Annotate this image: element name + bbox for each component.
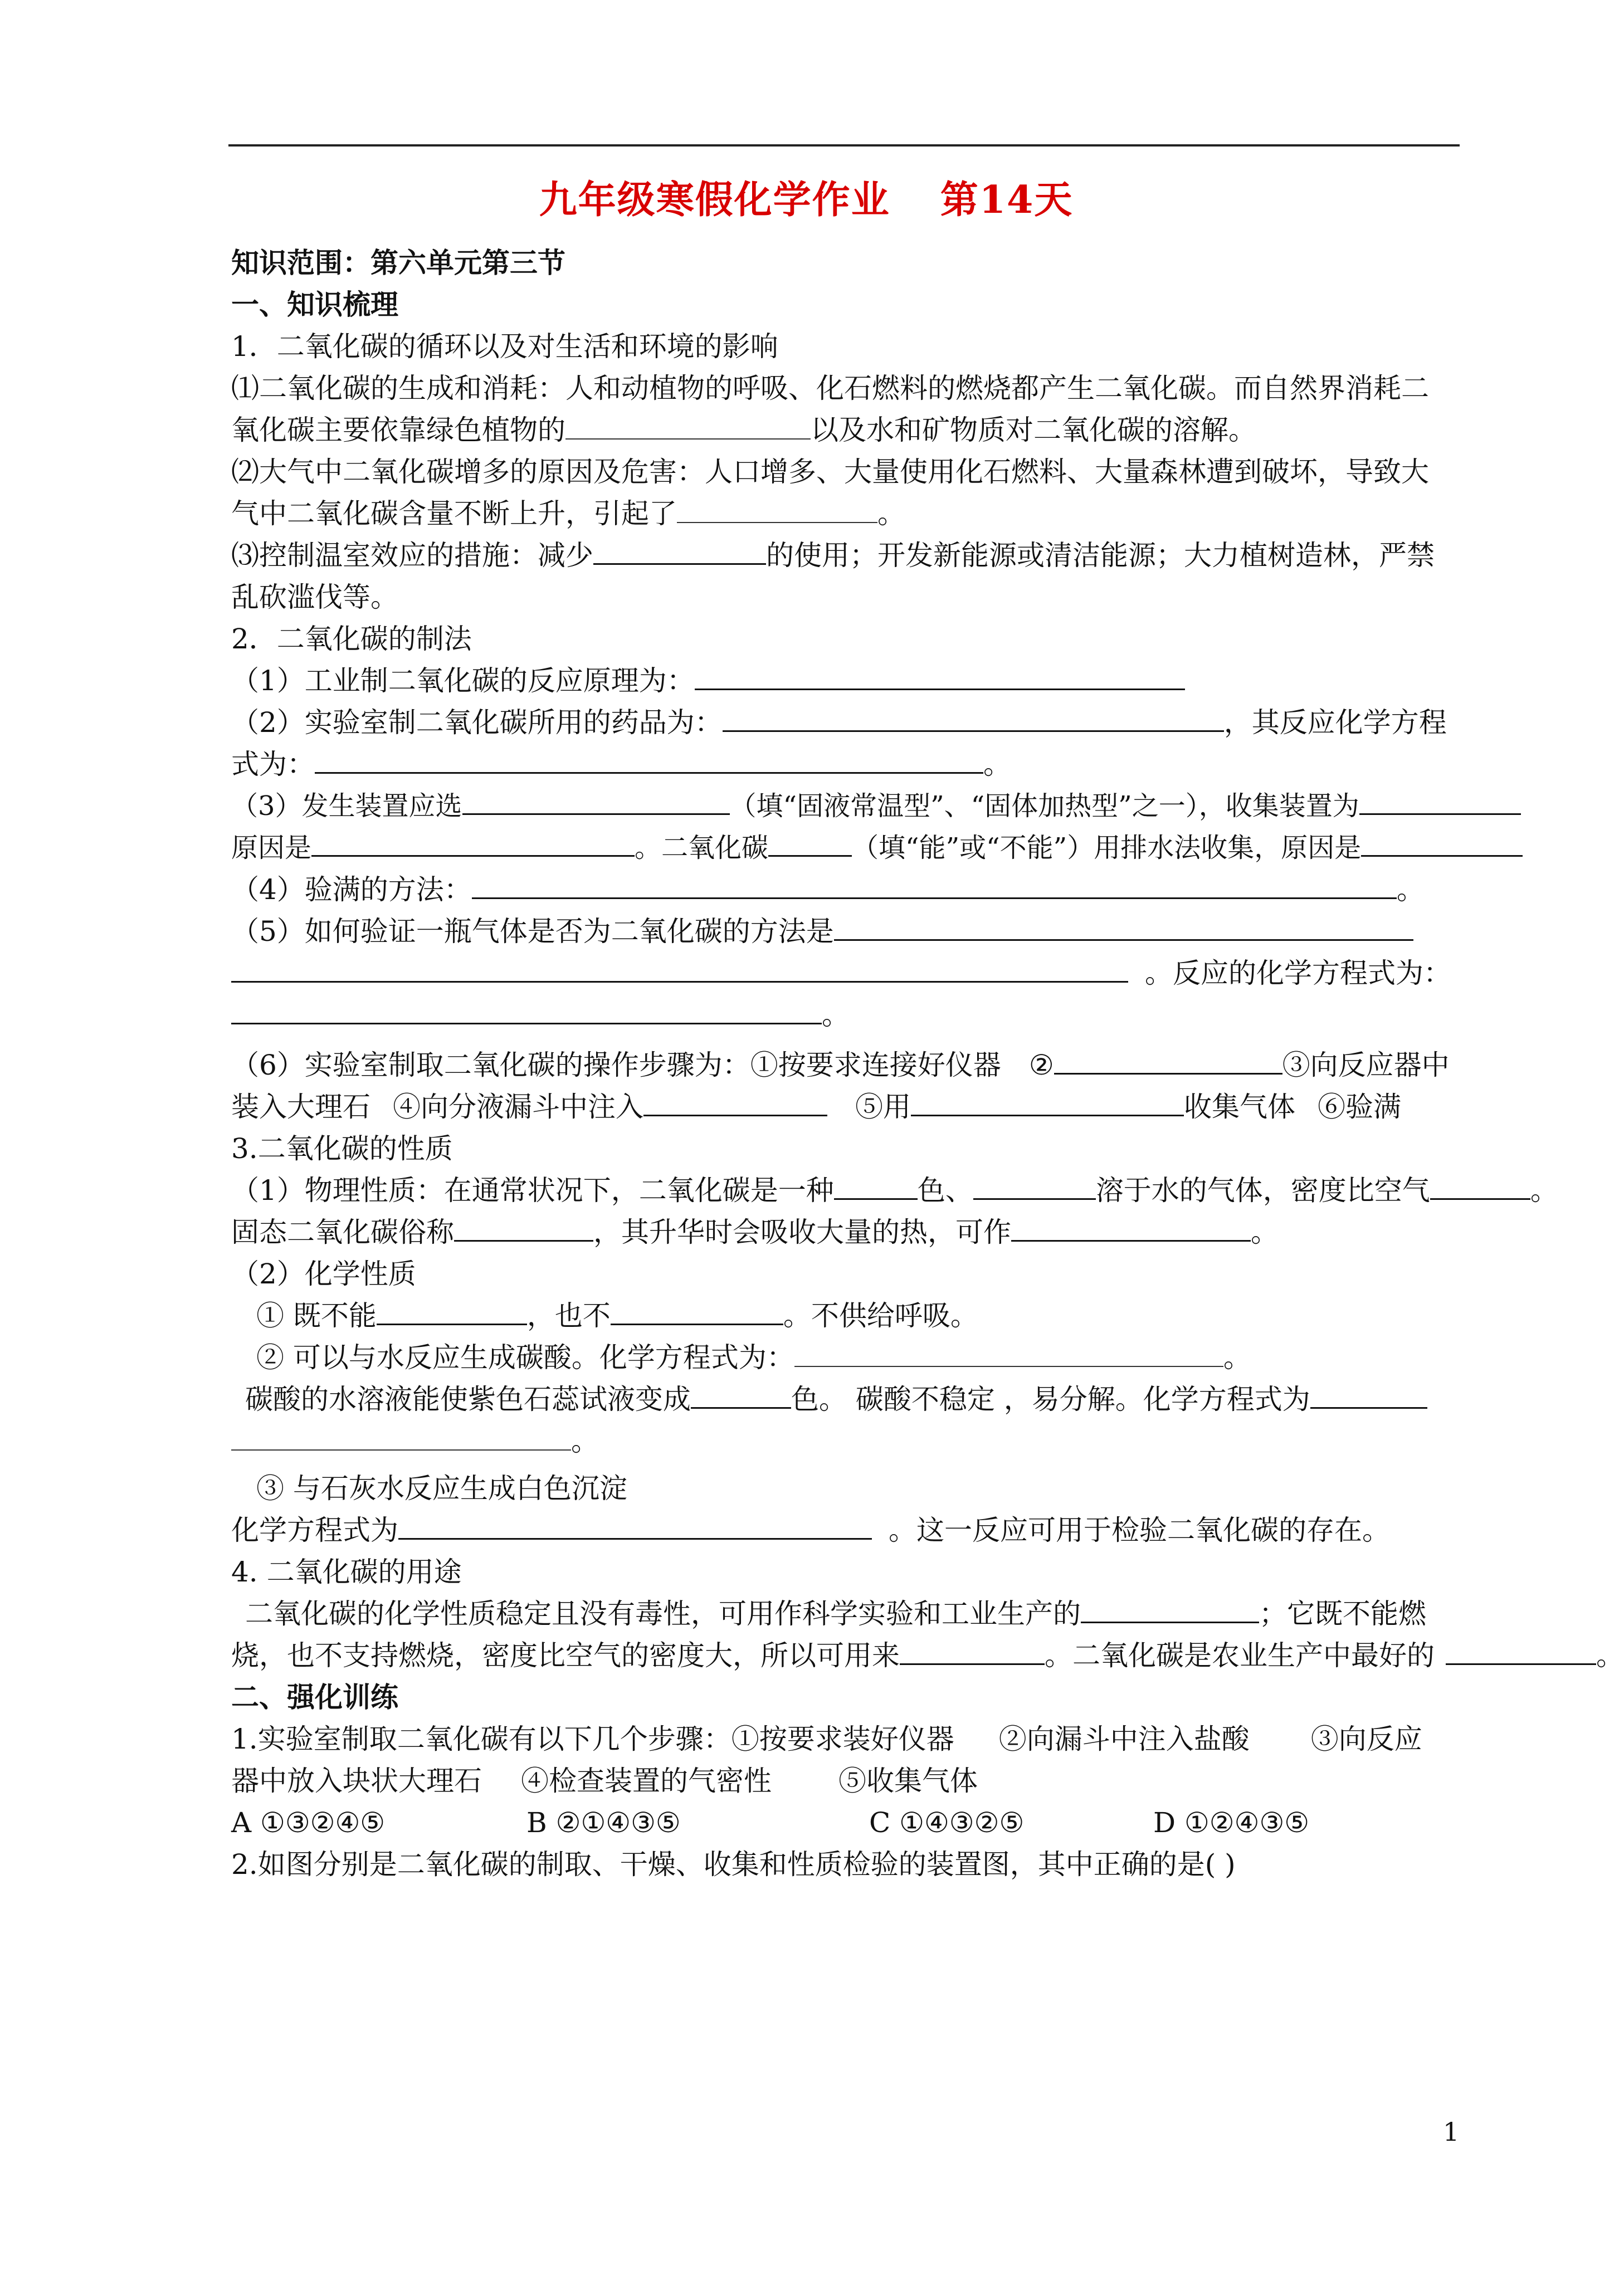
blank[interactable] <box>472 873 1397 899</box>
blank[interactable] <box>691 1383 791 1409</box>
blank[interactable] <box>1359 789 1521 815</box>
blank[interactable] <box>1430 1174 1530 1200</box>
q1-p3-line1: ⑶控制温室效应的措施：减少 的使用；开发新能源或清洁能源；大力植树造林，严禁 <box>231 539 1435 572</box>
blank[interactable] <box>377 1299 527 1325</box>
q2-item5-line1: （5）如何验证一瓶气体是否为二氧化碳的方法是 <box>231 914 1413 949</box>
q2-item6-line2: 装入大理石 ④向分液漏斗中注入 ⑤用 收集气体 ⑥验满 <box>231 1091 1401 1123</box>
e2-line: 2.如图分别是二氧化碳的制取、干燥、收集和性质检验的装置图，其中正确的是( ) <box>231 1848 1236 1881</box>
page-number: 1 <box>1443 2117 1460 2147</box>
q3-c2-line3: 。 <box>231 1423 599 1459</box>
blank[interactable] <box>231 956 1128 983</box>
q2-item6-line1: （6）实验室制取二氧化碳的操作步骤为：①按要求连接好仪器 ② ③向反应器中 <box>231 1049 1450 1081</box>
scope-line: 知识范围：第六单元第三节 <box>231 246 565 279</box>
e1-line1: 1.实验室制取二氧化碳有以下几个步骤：①按要求装好仪器 ②向漏斗中注入盐酸 ③向反应 <box>231 1723 1422 1755</box>
q3-c3-line1: ③ 与石灰水反应生成白色沉淀 <box>256 1472 627 1505</box>
section-2-heading: 二、强化训练 <box>231 1681 398 1713</box>
blank[interactable] <box>834 1174 918 1200</box>
e1-option-b[interactable]: B ②①④③⑤ <box>526 1807 681 1839</box>
q3-p1-line2: 固态二氧化碳俗称 ，其升华时会吸收大量的热，可作 。 <box>231 1216 1279 1248</box>
q2-item3-line1: （3）发生装置应选 （填“固液常温型”、“固体加热型”之一），收集装置为 <box>231 788 1521 824</box>
q2-item3-line2: 原因是 。二氧化碳 （填“能”或“不能”）用排水法收集，原因是 <box>231 830 1523 866</box>
q4-heading: 4. 二氧化碳的用途 <box>231 1556 462 1588</box>
q1-p3-line2: 乱砍滥伐等。 <box>231 581 398 613</box>
blank[interactable] <box>611 1299 783 1325</box>
blank[interactable] <box>1361 831 1523 857</box>
blank[interactable] <box>643 1090 827 1116</box>
q1-p2-line1: ⑵大气中二氧化碳增多的原因及危害：人口增多、大量使用化石燃料、大量森林遭到破坏，导致大 <box>231 456 1429 488</box>
blank[interactable] <box>834 915 1413 941</box>
title-main: 九年级寒假化学作业 <box>539 178 890 222</box>
blank[interactable] <box>315 748 983 774</box>
q1-p2-line2: 气中二氧化碳含量不断上升，引起了 。 <box>231 497 905 530</box>
blank[interactable] <box>231 998 822 1024</box>
title-day: 第14天 <box>940 178 1074 222</box>
blank[interactable] <box>794 1341 1223 1367</box>
q2-item1: （1）工业制二氧化碳的反应原理为： <box>231 663 1185 699</box>
q2-item5-line2: 。反应的化学方程式为： <box>231 955 1451 991</box>
q2-item4: （4）验满的方法： 。 <box>231 873 1425 906</box>
section-1-heading: 一、知识梳理 <box>231 288 398 321</box>
blank[interactable] <box>900 1639 1045 1665</box>
blank[interactable] <box>677 497 877 523</box>
header-rule <box>228 144 1460 147</box>
blank[interactable] <box>723 706 1224 732</box>
q2-heading: 2．二氧化碳的制法 <box>231 623 472 655</box>
q3-c2-line1: ② 可以与水反应生成碳酸。化学方程式为： 。 <box>256 1341 1251 1374</box>
q3-c3-line2: 化学方程式为 。这一反应可用于检验二氧化碳的存在。 <box>231 1514 1390 1546</box>
blank[interactable] <box>1446 1639 1596 1665</box>
blank[interactable] <box>593 539 766 565</box>
blank[interactable] <box>973 1174 1096 1200</box>
q4-line1: 二氧化碳的化学性质稳定且没有毒性，可用作科学实验和工业生产的 ；它既不能燃 <box>245 1598 1426 1630</box>
q3-c2-line2: 碳酸的水溶液能使紫色石蕊试液变成 色。 碳酸不稳定 ，易分解。化学方程式为 <box>245 1381 1427 1417</box>
blank[interactable] <box>398 1514 872 1540</box>
blank[interactable] <box>1081 1597 1259 1623</box>
blank[interactable] <box>911 1090 1184 1116</box>
q3-heading: 3.二氧化碳的性质 <box>231 1132 453 1165</box>
q4-line2: 烧，也不支持燃烧，密度比空气的密度大，所以可用来 。二氧化碳是农业生产中最好的 。 <box>231 1639 1624 1672</box>
e1-option-c[interactable]: C ①④③②⑤ <box>869 1807 1025 1839</box>
e1-option-a[interactable]: A ①③②④⑤ <box>231 1807 386 1839</box>
q1-p1-line1: ⑴二氧化碳的生成和消耗：人和动植物的呼吸、化石燃料的燃烧都产生二氧化碳。而自然界消耗二 <box>231 372 1429 404</box>
page-title <box>0 170 1612 224</box>
e1-line2: 器中放入块状大理石 ④检查装置的气密性 ⑤收集气体 <box>231 1765 978 1797</box>
e1-option-d[interactable]: D ①②④③⑤ <box>1153 1807 1310 1839</box>
q3-c1: ① 既不能 ，也不 。不供给呼吸。 <box>256 1300 978 1332</box>
blank[interactable] <box>565 414 811 440</box>
blank[interactable] <box>311 831 635 857</box>
q1-p1-line2: 氧化碳主要依靠绿色植物的 以及水和矿物质对二氧化碳的溶解。 <box>231 414 1256 446</box>
q3-p1-line1: （1）物理性质：在通常状况下，二氧化碳是一种 色、 溶于水的气体，密度比空气 。 <box>231 1174 1558 1207</box>
q2-item2-line2: 式为： 。 <box>231 748 1011 780</box>
q1-heading: 1．二氧化碳的循环以及对生活和环境的影响 <box>231 330 778 363</box>
blank[interactable] <box>695 664 1185 690</box>
q2-item5-line3: 。 <box>231 997 850 1033</box>
q3-p2: （2）化学性质 <box>231 1258 416 1290</box>
q2-item2-line1: （2）实验室制二氧化碳所用的药品为： ，其反应化学方程 <box>231 706 1447 739</box>
blank[interactable] <box>462 789 730 815</box>
blank[interactable] <box>1054 1048 1282 1075</box>
blank[interactable] <box>231 1425 571 1451</box>
blank[interactable] <box>1011 1215 1251 1242</box>
blank[interactable] <box>768 831 852 857</box>
blank[interactable] <box>454 1215 593 1242</box>
blank[interactable] <box>1310 1383 1427 1409</box>
